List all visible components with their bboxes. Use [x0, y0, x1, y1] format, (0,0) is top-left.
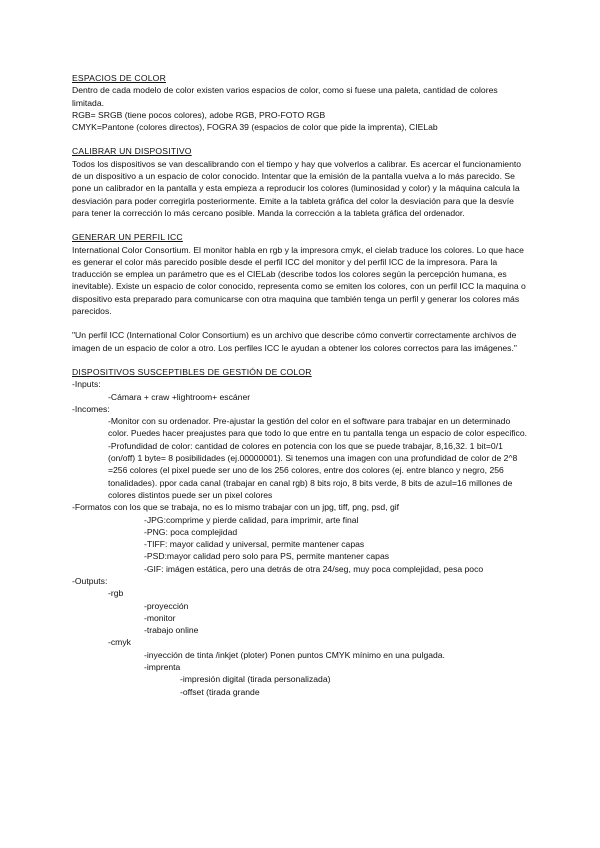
section-heading-calibrar: CALIBRAR UN DISPOSITIVO [72, 146, 192, 157]
list-item: -GIF: imágen estática, pero una detrás de otra 24/seg, muy poca complejidad, pesa poco [144, 563, 484, 574]
list-item: -Profundidad de color: cantidad de colores en potencia con los que se puede trabajar, 8,16,32. 1 bit=0/1 (on/off) 1 byte= 8 posibilidades (ej.00000001). Si tenemos una imagen con una profundidad de color de 2^8 =256 colores (el pixel puede ser uno de los 256 colores, entre dos colores (ej. entre blanco y negro, 256 tonalidades). ppor cada canal (trabajar en canal rgb) 8 bits rojo, 8 bits verde, 8 bits de azul=16 millones de colores distintos puede ser un pixel colores [108, 440, 518, 500]
list-item: -Cámara + craw +lightroom+ escáner [108, 391, 251, 402]
list-label-cmyk: -cmyk [108, 637, 131, 648]
list-label-outputs: -Outputs: [72, 575, 108, 586]
paragraph: CMYK=Pantone (colores directos), FOGRA 39 (espacios de color que pide la imprenta), CIELab [72, 122, 438, 133]
paragraph: Dentro de cada modelo de color existen varios espacios de color, como si fuese una paleta, cantidad de colores limitada. [72, 85, 498, 108]
paragraph: RGB= SRGB (tiene pocos colores), adobe RGB, PRO-FOTO RGB [72, 109, 326, 120]
list-item: -Monitor con su ordenador. Pre-ajustar la gestión del color en el software para trabajar en un determinado color. Puedes hacer preajustes para que todo lo que entre en tu pantalla tenga un espacio de color especifico. [108, 416, 527, 439]
list-item: -JPG:comprime y pierde calidad, para imprimir, arte final [144, 514, 359, 525]
list-item: -impresión digital (tirada personalizada) [180, 674, 331, 685]
list-item: -inyección de tinta /inkjet (ploter) Ponen puntos CMYK mínimo en una pulgada. [144, 649, 445, 660]
list-label-rgb: -rgb [108, 588, 124, 599]
list-label-inputs: -Inputs: [72, 379, 101, 390]
list-item: -imprenta [144, 662, 181, 673]
section-heading-perfil-icc: GENERAR UN PERFIL ICC [72, 232, 183, 243]
list-item: -trabajo online [144, 625, 199, 636]
list-item: -PSD:mayor calidad pero solo para PS, permite mantener capas [144, 551, 390, 562]
quote-paragraph: "Un perfil ICC (International Color Consortium) es un archivo que describe cómo convertir correctamente archivos de imagen de un espacio de color a otro. Los perfiles ICC le ayudan a obtener los colores correctos para las imágenes." [72, 330, 517, 353]
list-item: -TIFF: mayor calidad y universal, permite mantener capas [144, 539, 365, 550]
paragraph: International Color Consortium. El monitor habla en rgb y la impresora cmyk, el cielab traduce los colores. Lo que hace es generar el color más parecido posible desde el perfil ICC del monitor y del perfil ICC de la impresora. Para la traducción se emplea un parámetro que es el CIELab (describe todos los colores según la percepción humana, es inevitable). Existe un espacio de color conocido, representa como se emiten los colores, con un perfil ICC la maquina o dispositivo esta preparado para comunicarse con otra maquina que también tenga un perfil y generar los colores más parecidos. [72, 244, 526, 317]
list-label-incomes: -Incomes: [72, 403, 110, 414]
document-body [72, 72, 530, 698]
list-item: -proyección [144, 600, 189, 611]
list-item: -offset (tirada grande [180, 686, 260, 697]
list-label-formatos: -Formatos con los que se trabaja, no es lo mismo trabajar con un jpg, tiff, png, psd, gif [72, 502, 400, 513]
list-item: -PNG: poca complejidad [144, 526, 238, 537]
paragraph: Todos los dispositivos se van descalibrando con el tiempo y hay que volverlos a calibrar. Es acercar el funcionamiento de un dispositivo a un espacio de color conocido. Intentar que la emisión de la pantalla vuelva a lo más parecido. Se pone un calibrador en la pantalla y esta empieza a reproducir los colores (luminosidad y color) y la máquina calcula la desviación para poder corregirla posteriormente. Emite a la tableta gráfica del color la desviación para que la desvíe para tener la corrección lo más cercano posible. Manda la corrección a la tableta gráfica del ordenador. [72, 158, 522, 218]
list-item: -monitor [144, 612, 176, 623]
section-heading-espacios: ESPACIOS DE COLOR [72, 73, 166, 83]
section-heading-dispositivos: DISPOSITIVOS SUSCEPTIBLES DE GESTIÓN DE COLOR [72, 366, 312, 377]
